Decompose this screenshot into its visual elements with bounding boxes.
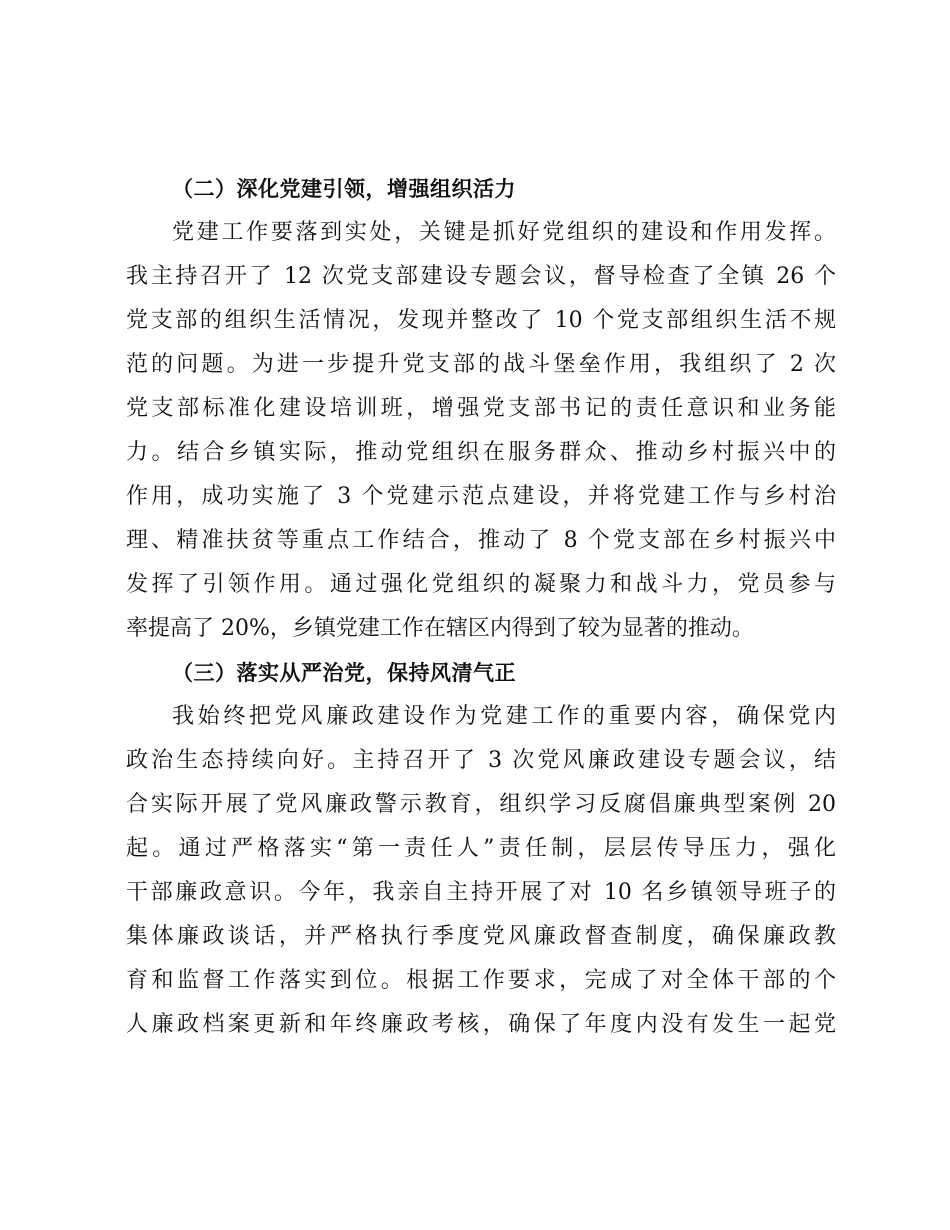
paragraph-line: 政治生态持续向好。主持召开了 3 次党风廉政建设专题会议，结	[126, 748, 836, 773]
paragraph-line: 理、精准扶贫等重点工作结合，推动了 8 个党支部在乡村振兴中	[126, 528, 836, 553]
paragraph-line: 党支部标准化建设培训班，增强党支部书记的责任意识和业务能	[126, 396, 836, 421]
paragraph-line: 作用，成功实施了 3 个党建示范点建设，并将党建工作与乡村治	[126, 484, 836, 509]
paragraph-line: 起。通过严格落实“第一责任人”责任制，层层传导压力，强化	[126, 836, 836, 861]
paragraph-line: 力。结合乡镇实际，推动党组织在服务群众、推动乡村振兴中的	[126, 440, 836, 465]
paragraph-line: 干部廉政意识。今年，我亲自主持开展了对 10 名乡镇领导班子的	[126, 880, 836, 905]
paragraph-line: 人廉政档案更新和年终廉政考核，确保了年度内没有发生一起党	[126, 1012, 836, 1037]
paragraph-line: 党支部的组织生活情况，发现并整改了 10 个党支部组织生活不规	[126, 308, 836, 333]
paragraph-line: 育和监督工作落实到位。根据工作要求，完成了对全体干部的个	[126, 968, 836, 993]
paragraph-line: 率提高了 20%，乡镇党建工作在辖区内得到了较为显著的推动。	[126, 616, 754, 641]
paragraph-line: 范的问题。为进一步提升党支部的战斗堡垒作用，我组织了 2 次	[126, 352, 836, 377]
paragraph-line: 我始终把党风廉政建设作为党建工作的重要内容，确保党内	[172, 704, 836, 729]
paragraph-line: 我主持召开了 12 次党支部建设专题会议，督导检查了全镇 26 个	[126, 264, 836, 289]
section-heading: （二）深化党建引领，增强组织活力	[172, 177, 516, 201]
paragraph-line: 合实际开展了党风廉政警示教育，组织学习反腐倡廉典型案例 20	[126, 792, 836, 817]
paragraph-line: 集体廉政谈话，并严格执行季度党风廉政督查制度，确保廉政教	[126, 924, 836, 949]
section-heading: （三）落实从严治党，保持风清气正	[172, 661, 516, 685]
paragraph-line: 发挥了引领作用。通过强化党组织的凝聚力和战斗力，党员参与	[126, 572, 836, 597]
paragraph-line: 党建工作要落到实处，关键是抓好党组织的建设和作用发挥。	[172, 220, 836, 245]
